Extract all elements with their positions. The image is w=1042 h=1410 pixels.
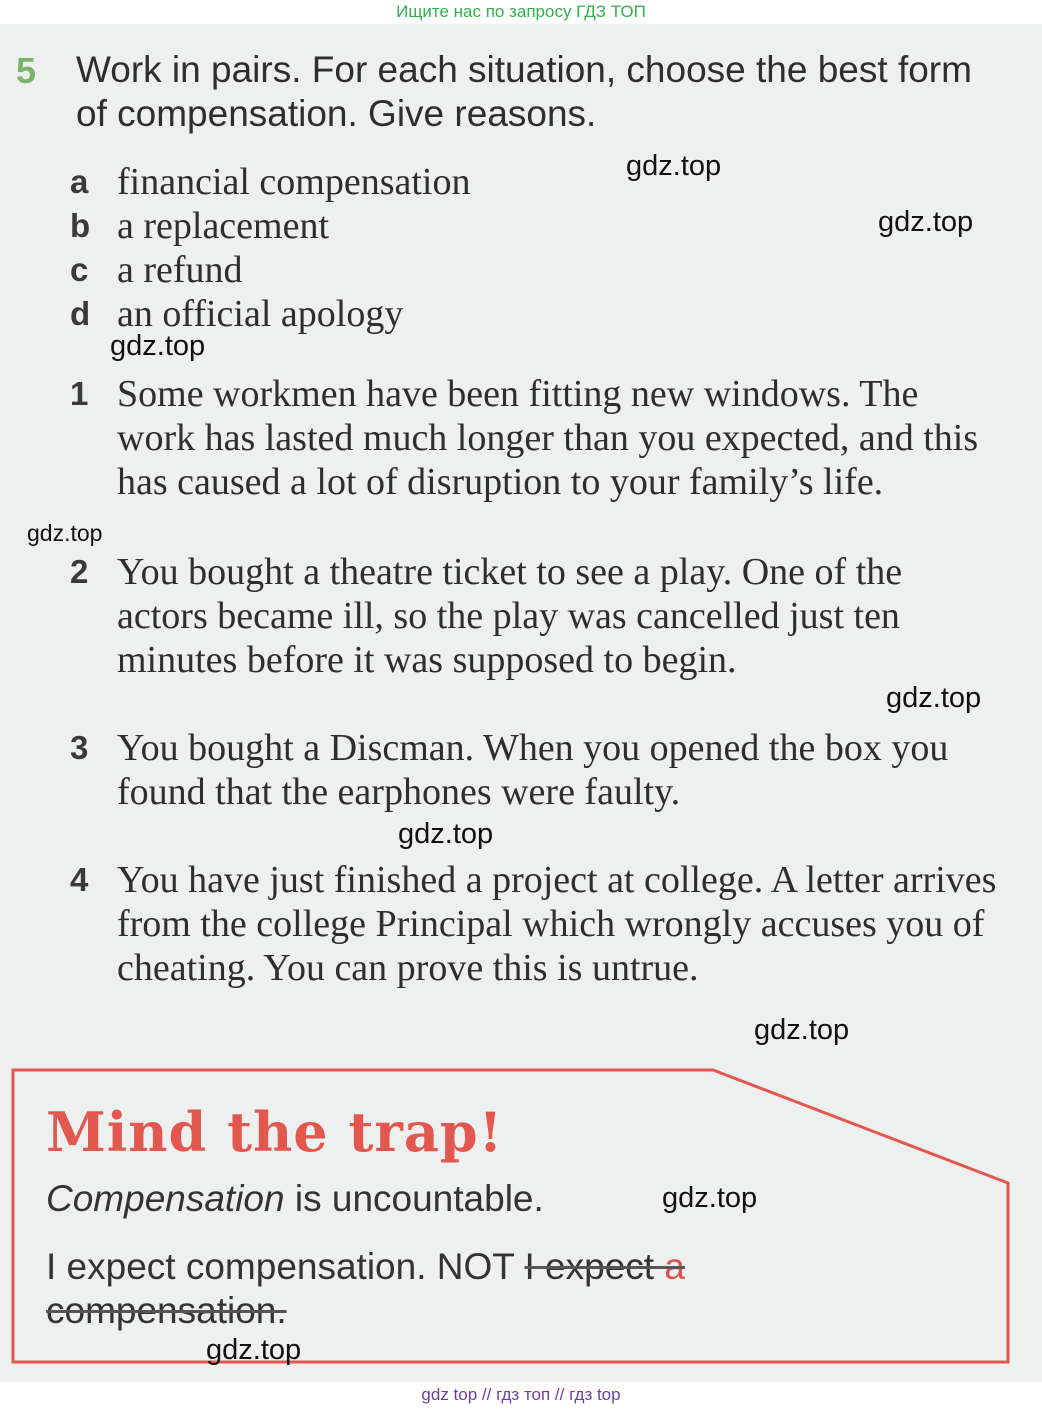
option-letter: d [70,295,91,332]
exercise-number: 5 [16,50,37,91]
trap-rule-keyword: Compensation [46,1178,285,1219]
watermark: gdz.top [662,1182,758,1214]
option-letter: a [70,163,89,200]
mind-the-trap-title: Mind the trap! [46,1100,504,1164]
watermark: gdz.top [626,150,722,182]
situation-number: 1 [70,375,89,412]
situation-number: 4 [70,861,89,898]
option-letter: c [70,251,89,288]
trap-wrong-end: compensation. [46,1290,287,1331]
trap-example-correct: I expect compensation. NOT [46,1246,525,1287]
trap-example [46,1245,866,1333]
trap-wrong-start: I expect [524,1246,665,1287]
option-text: a replacement [117,205,330,247]
watermark: gdz.top [398,818,494,850]
trap-rule [46,1178,544,1220]
watermark: gdz.top [886,682,982,714]
trap-rule-text: is uncountable. [284,1178,544,1219]
top-banner[interactable]: Ищите нас по запросу ГДЗ ТОП [396,2,646,21]
option-letter: b [70,207,91,244]
situation-text: You have just finished a project at college. A letter arrives from the college Principal which wrongly accuses you of cheating. You can prove this is untrue. [117,859,997,989]
trap-wrong-article: a [664,1246,685,1287]
situation-text: Some workmen have been fitting new windows. The work has lasted much longer than you expected, and this has caused a lot of disruption to your family’s life. [117,373,979,503]
bottom-banner[interactable]: gdz top // гдз топ // гдз top [421,1385,621,1404]
watermark: gdz.top [110,330,206,362]
option-text: financial compensation [117,161,471,203]
option-text: an official apology [117,293,404,335]
option-text: a refund [117,249,243,291]
situation-number: 3 [70,729,89,766]
situation-number: 2 [70,553,89,590]
situation-text: You bought a Discman. When you opened the box you found that the earphones were faulty. [117,727,949,813]
watermark: gdz.top [754,1014,850,1046]
watermark: gdz.top [27,520,103,546]
watermark: gdz.top [878,206,974,238]
situation-text: You bought a theatre ticket to see a play. One of the actors became ill, so the play was cancelled just ten minutes before it was supposed to begin. [117,551,903,681]
exercise-instruction: Work in pairs. For each situation, choose the best form of compensation. Give reasons. [76,49,972,134]
watermark: gdz.top [206,1334,302,1366]
